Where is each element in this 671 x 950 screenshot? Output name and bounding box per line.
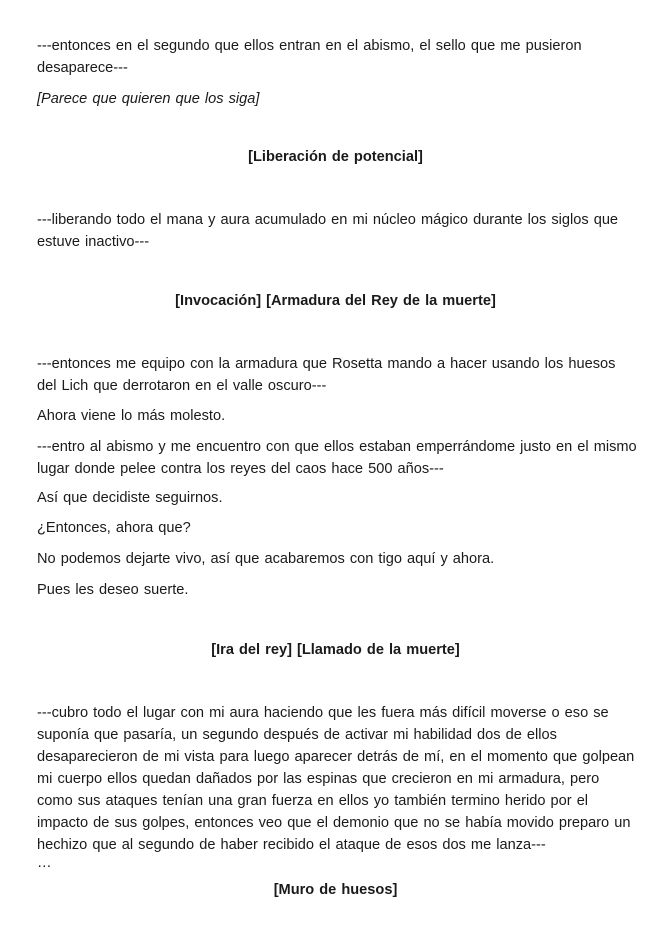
- thought-line: [Parece que quieren que los siga]: [37, 91, 260, 107]
- dialogue-line: Así que decidiste seguirnos.: [37, 490, 223, 506]
- skill-heading: [Liberación de potencial]: [248, 149, 423, 165]
- dialogue-line: No podemos dejarte vivo, así que acabaremos con tigo aquí y ahora.: [37, 551, 495, 567]
- ellipsis-line: …: [37, 855, 52, 871]
- narration-line: del Lich que derrotaron en el valle oscuro---: [37, 378, 327, 394]
- skill-heading: [Muro de huesos]: [273, 882, 398, 898]
- narration-line: ---liberando todo el mana y aura acumulado en mi núcleo mágico durante los siglos que: [37, 212, 619, 228]
- narration-line: ---entro al abismo y me encuentro con que ellos estaban emperrándome justo en el mismo: [37, 439, 637, 455]
- narration-line: lugar donde pelee contra los reyes del caos hace 500 años---: [37, 461, 444, 477]
- narration-line: estuve inactivo---: [37, 234, 150, 250]
- narration-line: impacto de sus golpes, entonces veo que el demonio que no se había movido preparo un: [37, 815, 631, 831]
- narration-line: mi cuerpo ellos quedan dañados por las espinas que crecieron en mi armadura, pero: [37, 771, 600, 787]
- dialogue-line: Ahora viene lo más molesto.: [37, 408, 226, 424]
- narration-line: ---entonces en el segundo que ellos entran en el abismo, el sello que me pusieron: [37, 38, 582, 54]
- narration-line: ---cubro todo el lugar con mi aura haciendo que les fuera más difícil moverse o eso se: [37, 705, 609, 721]
- dialogue-line: ¿Entonces, ahora que?: [37, 520, 191, 536]
- narration-line: ---entonces me equipo con la armadura que Rosetta mando a hacer usando los huesos: [37, 356, 616, 372]
- skill-heading: [Invocación] [Armadura del Rey de la muerte]: [175, 293, 496, 309]
- dialogue-line: Pues les deseo suerte.: [37, 582, 189, 598]
- skill-heading: [Ira del rey] [Llamado de la muerte]: [211, 642, 460, 658]
- narration-line: hechizo que al segundo de haber recibido el ataque de esos dos me lanza---: [37, 837, 546, 853]
- narration-line: desaparecieron de mi vista para luego aparecer detrás de mí, en el momento que golpean: [37, 749, 635, 765]
- narration-line: como sus ataques tenían una gran fuerza en ellos yo también termino herido por el: [37, 793, 589, 809]
- narration-line: suponía que pasaría, un segundo después de activar mi habilidad dos de ellos: [37, 727, 557, 743]
- narration-line: desaparece---: [37, 60, 128, 76]
